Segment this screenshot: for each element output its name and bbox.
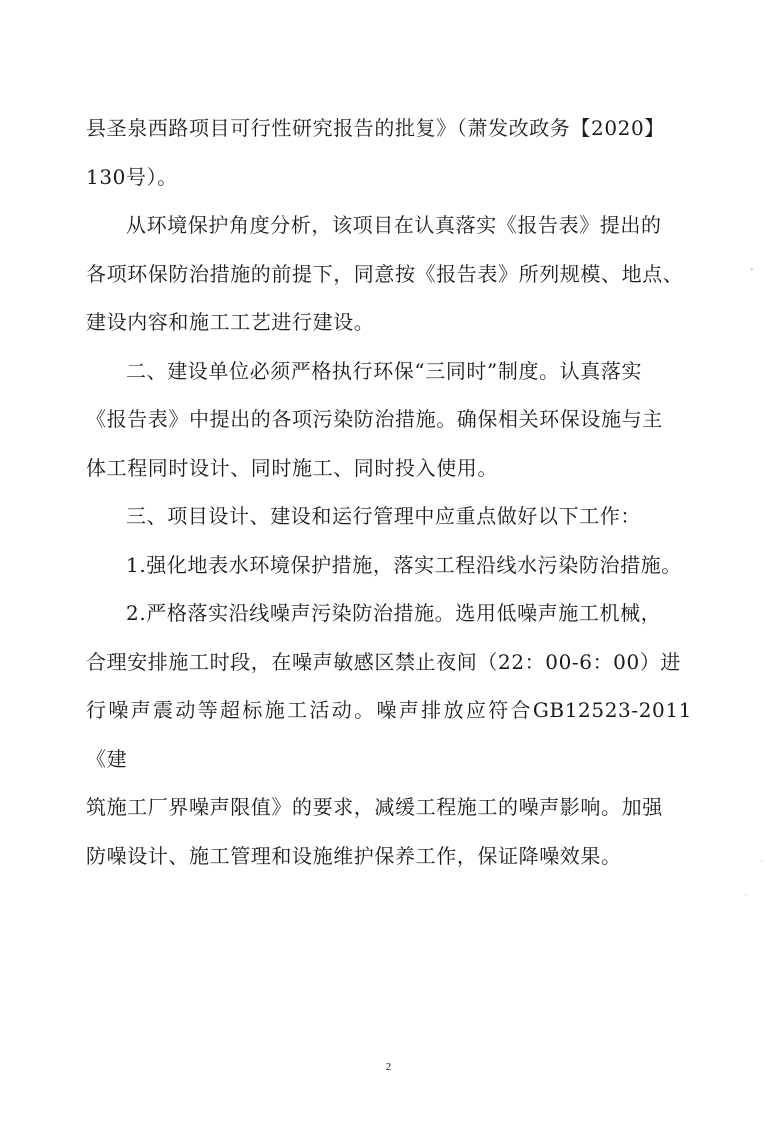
para-key-work (86, 492, 692, 541)
document-body (86, 104, 692, 880)
text-line: 各项环保防治措施的前提下，同意按《报告表》所列规模、地点、 (86, 261, 684, 286)
text-line: 建设内容和施工工艺进行建设。 (86, 310, 375, 334)
text-line: 1.强化地表水环境保护措施，落实工程沿线水污染防治措施。 (126, 552, 682, 577)
document-page: 县圣泉西路项目可行性研究报告的批复》（萧发改政务【2020】 130号）。 从环境保护角度分析，该项目在认真落实《报告表》提出的 各项环保防治措施的前提下，同意按《报告表》所列规模、地点、 建设内容和施工工艺进行建设。 二、建设单位必须严格执行环保“三同时”制度。认真落实 《报告表》中提出的各项污染防治措施。确保相关环保设施与主 体工程同时设计、同时施工、同时投入使用。 三、项目设计、建设和运行管理中应重点做好以下工作： 1.强化地表水环境保护措施，落实工程沿线水污染防治措施。 2.严格落实沿线噪声污染防治措施。选用低噪声施工机械， 合理安排施工时段，在噪声敏感区禁止夜间（22：00-6：00）进 行噪声震动等超标施工活动。噪声排放应符合GB12523-2011《建 筑施工厂界噪声限值》的要求，减缓工程施工的噪声影响。加强 防噪设计、施工管理和设施维护保养工作，保证降噪效果。 2 ﾞ ˌ ˈ (0, 0, 777, 1122)
text-line: 二、建设单位必须严格执行环保“三同时”制度。认真落实 (126, 358, 643, 383)
text-line: 2.严格落实沿线噪声污染防治措施。选用低噪声施工机械， (126, 601, 662, 625)
text-line: 筑施工厂界噪声限值》的要求，减缓工程施工的噪声影响。加强 (86, 795, 663, 819)
para-env-analysis (86, 201, 692, 347)
para-item-2 (86, 589, 692, 880)
text-line: 县圣泉西路项目可行性研究报告的批复》（萧发改政务【2020】 (86, 116, 665, 140)
para-item-1 (86, 541, 692, 590)
para-approval-ref (86, 104, 692, 201)
text-line: 三、项目设计、建设和运行管理中应重点做好以下工作： (126, 504, 641, 528)
text-line: 防噪设计、施工管理和设施维护保养工作，保证降噪效果。 (86, 843, 622, 868)
page-number: 2 (385, 1061, 392, 1073)
text-line: 从环境保护角度分析，该项目在认真落实《报告表》提出的 (126, 213, 662, 237)
text-line: 《报告表》中提出的各项污染防治措施。确保相关环保设施与主 (86, 407, 663, 431)
text-line: 行噪声震动等超标施工活动。噪声排放应符合GB12523-2011《建 (86, 698, 692, 771)
text-line: 130号）。 (86, 164, 178, 189)
text-line: 合理安排施工时段，在噪声敏感区禁止夜间（22：00-6：00）进 (86, 649, 682, 674)
text-line: 体工程同时设计、同时施工、同时投入使用。 (86, 455, 498, 480)
para-three-simultaneous (86, 347, 692, 493)
